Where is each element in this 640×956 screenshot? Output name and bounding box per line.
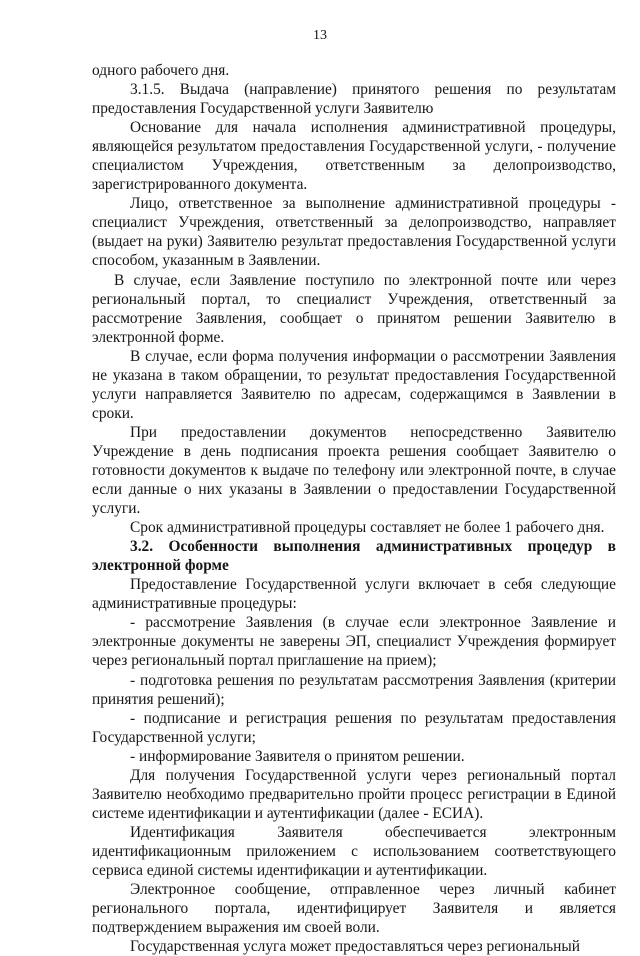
paragraph: Идентификация Заявителя обеспечивается электронным идентификационным приложением с использованием соответствующего сервиса единой системы идентификации и аутентификации.	[92, 823, 616, 879]
paragraph: Срок административной процедуры составляет не более 1 рабочего дня.	[130, 519, 605, 537]
paragraph: При предоставлении документов непосредственно Заявителю Учреждение в день подписания проекта решения сообщает Заявителю о готовности документов к выдаче по телефону или электронной почте, в случае если данные о них указаны в Заявлении о предоставлении Государственной услуги.	[92, 423, 616, 518]
list-item: - подписание и регистрация решения по результатам предоставления Государственной услуги;	[92, 709, 616, 746]
paragraph: Для получения Государственной услуги через региональный портал Заявителю необходимо предварительно пройти процесс регистрации в Единой системе идентификации и аутентификации (далее - ЕСИА).	[92, 766, 616, 822]
list-item: - информирование Заявителя о принятом решении.	[130, 747, 465, 765]
list-item: - рассмотрение Заявления (в случае если электронное Заявление и электронные документы не заверены ЭП, специалист Учреждения формирует через региональный портал приглашение на прием);	[92, 614, 616, 670]
paragraph: В случае, если форма получения информации о рассмотрении Заявления не указана в таком обращении, то результат предоставления Государственной услуги направляется Заявителю по адресам, содержащимся в Заявлении в сроки.	[92, 347, 616, 422]
paragraph: Государственная услуга может предоставляться через региональный	[130, 938, 580, 956]
paragraph: Предоставление Государственной услуги включает в себя следующие административные процедуры:	[92, 576, 616, 613]
section-heading-3-1-5: 3.1.5. Выдача (направление) принятого решения по результатам предоставления Государственной услуги Заявителю	[92, 81, 616, 118]
paragraph: Электронное сообщение, отправленное через личный кабинет регионального портала, идентифицирует Заявителя и является подтверждением выражения им своей воли.	[92, 881, 616, 937]
list-item: - подготовка решения по результатам рассмотрения Заявления (критерии принятия решений);	[92, 671, 616, 708]
page-body	[92, 61, 616, 956]
paragraph: одного рабочего дня.	[92, 62, 230, 79]
section-heading-3-2: 3.2. Особенности выполнения административных процедур в электронной форме	[92, 538, 616, 575]
paragraph: Лицо, ответственное за выполнение административной процедуры - специалист Учреждения, ответственный за делопроизводство, направляет (выдает на руки) Заявителю результат предоставления Государственной услуги способом, указанным в Заявлении.	[92, 195, 616, 270]
paragraph: Основание для начала исполнения административной процедуры, являющейся результатом предоставления Государственной услуги, - получение специалистом Учреждения, ответственным за делопроизводство, зарегистрированного документа.	[92, 119, 616, 194]
page-number: 13	[313, 28, 327, 43]
paragraph: В случае, если Заявление поступило по электронной почте или через региональный портал, то специалист Учреждения, ответственный за рассмотрение Заявления, сообщает о принятом решении Заявителю в электронной форме.	[92, 271, 616, 346]
